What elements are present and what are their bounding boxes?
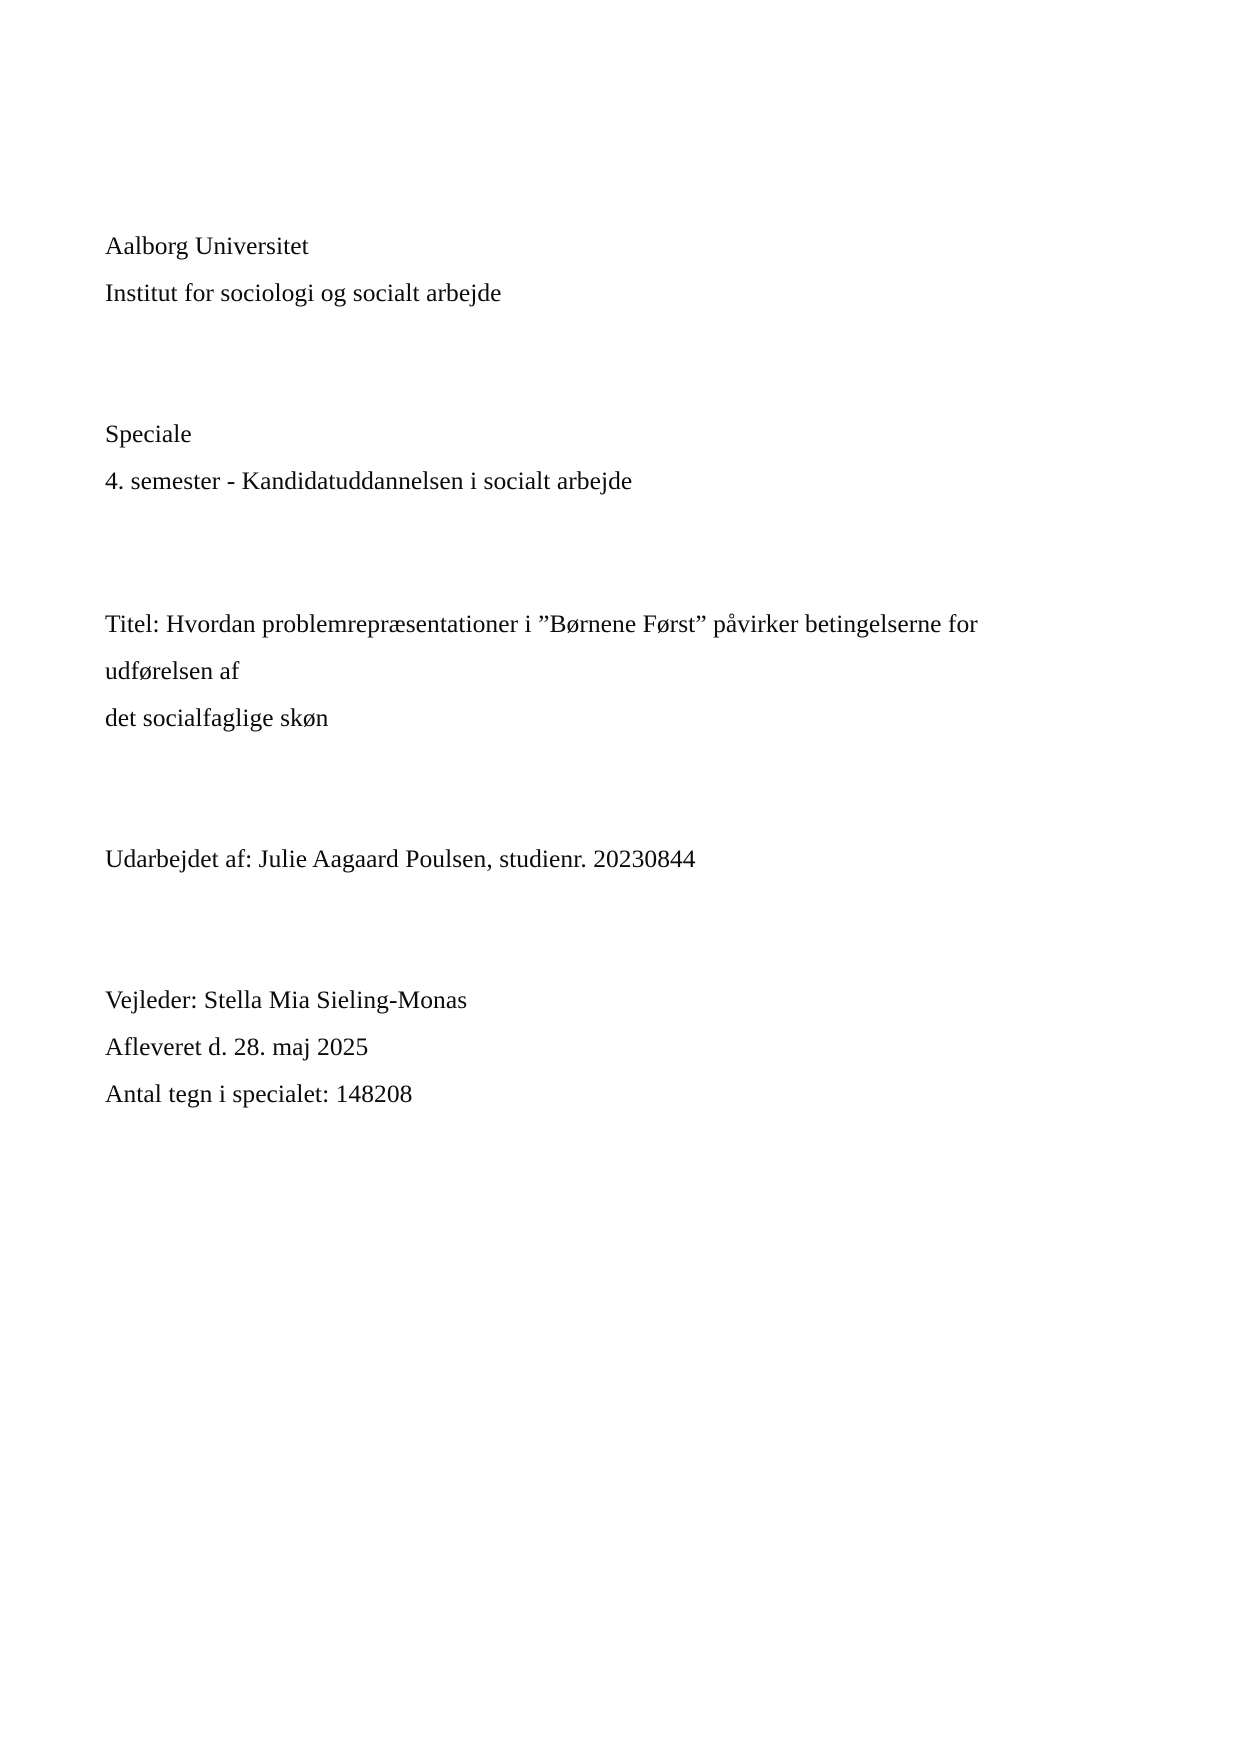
- submission-date-line: Afleveret d. 28. maj 2025: [105, 1032, 369, 1061]
- spacer-after-institution: [105, 316, 1105, 410]
- thesis-title-line-1: Titel: Hvordan problemrepræsentationer i ”Børnene Først” påvirker betingelserne for udførelsen af: [105, 609, 978, 685]
- author-line: Udarbejdet af: Julie Aagaard Poulsen, studienr. 20230844: [105, 844, 696, 873]
- programme-type: Speciale: [105, 419, 192, 448]
- department-name: Institut for sociologi og socialt arbejde: [105, 278, 502, 307]
- spacer-after-title: [105, 741, 1105, 835]
- programme-semester: 4. semester - Kandidatuddannelsen i socialt arbejde: [105, 466, 633, 495]
- character-count-line: Antal tegn i specialet: 148208: [105, 1079, 413, 1108]
- spacer-after-author: [105, 882, 1105, 976]
- title-page-content: [105, 222, 1105, 1117]
- thesis-title-line-2: det socialfaglige skøn: [105, 703, 329, 732]
- spacer-after-programme: [105, 504, 1105, 600]
- supervisor-line: Vejleder: Stella Mia Sieling-Monas: [105, 985, 468, 1014]
- university-name: Aalborg Universitet: [105, 231, 309, 260]
